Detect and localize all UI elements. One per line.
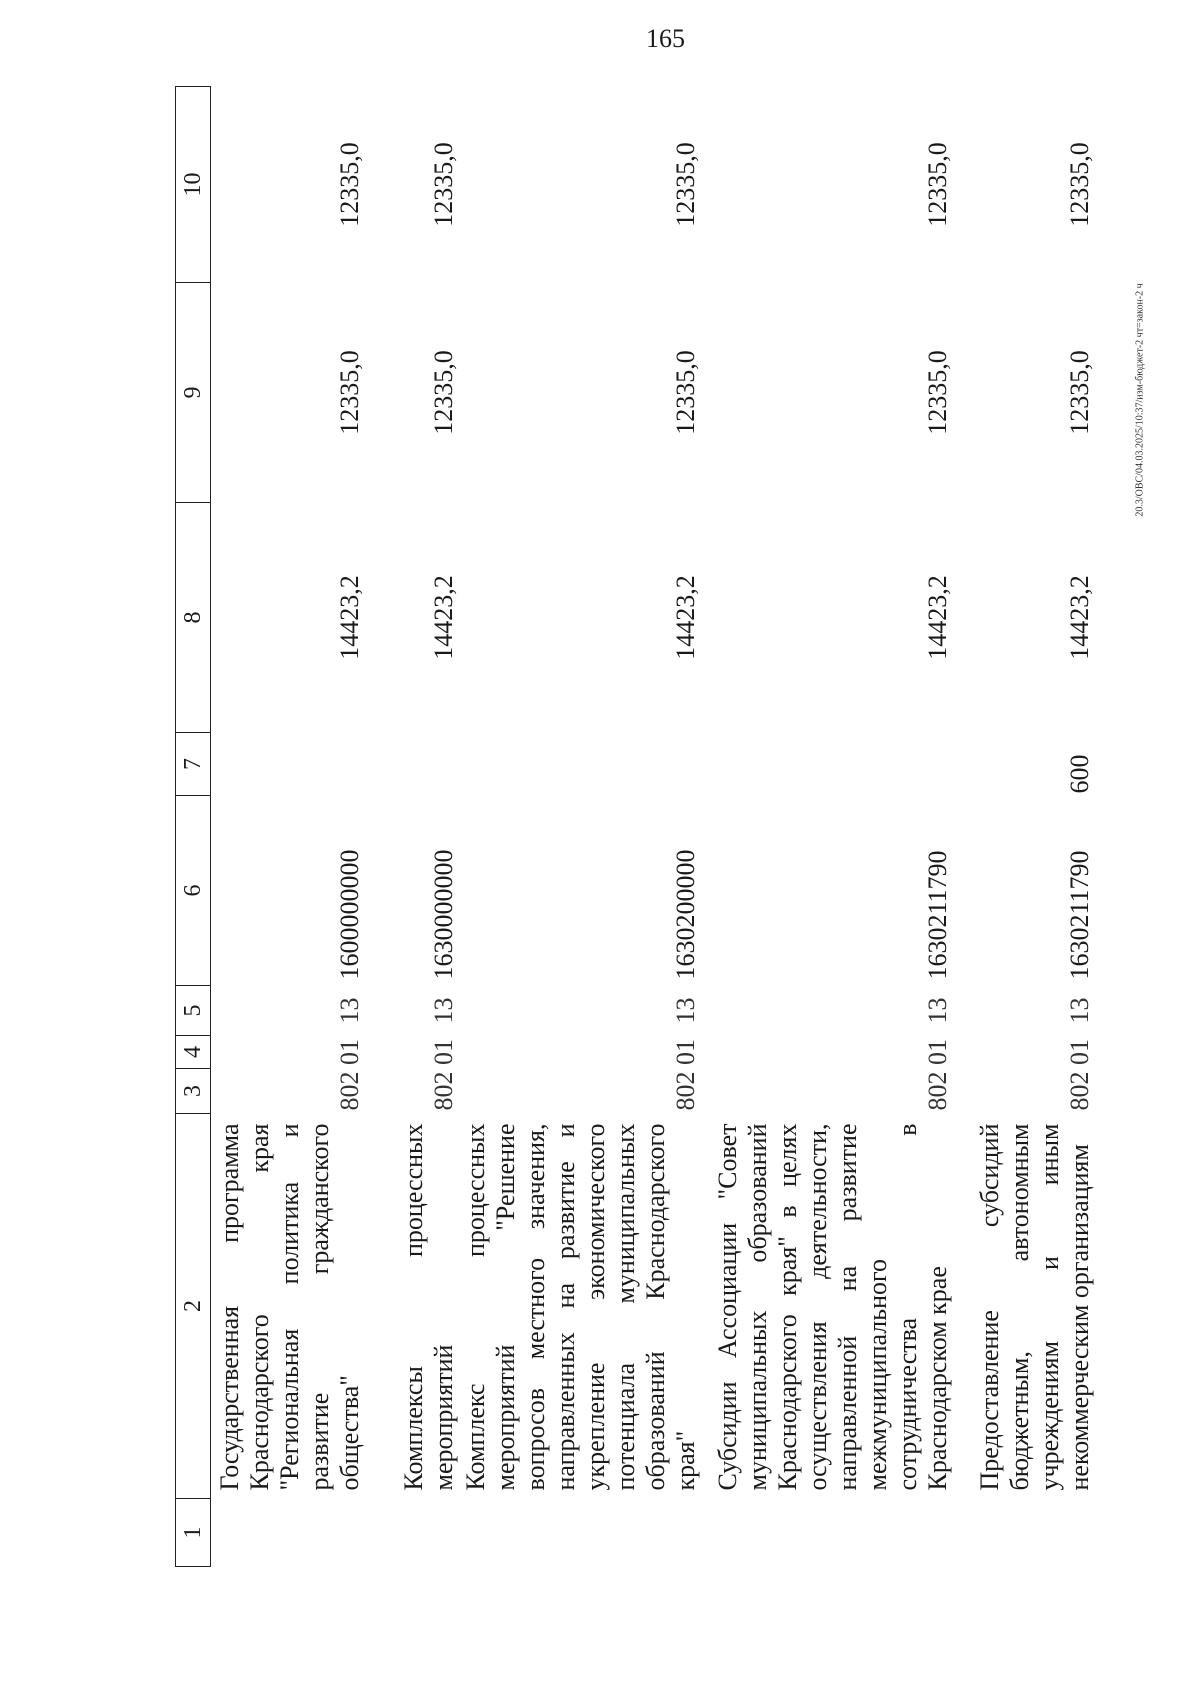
csr-code: 1630211790 bbox=[1065, 850, 1094, 980]
header-col-9: 9 bbox=[176, 283, 211, 503]
ved-code: 802 bbox=[335, 1071, 364, 1111]
rz-code: 01 bbox=[923, 1039, 952, 1065]
csr-code: 1600000000 bbox=[335, 849, 364, 980]
ved-code: 802 bbox=[923, 1071, 952, 1111]
header-col-8: 8 bbox=[176, 503, 211, 733]
amount-col-8: 14423,2 bbox=[671, 575, 700, 660]
pr-code: 13 bbox=[429, 997, 458, 1024]
header-col-6: 6 bbox=[176, 796, 211, 986]
header-col-4: 4 bbox=[176, 1036, 211, 1069]
vr-code bbox=[365, 733, 459, 796]
ved-code: 802 bbox=[1065, 1071, 1094, 1111]
table-row bbox=[953, 87, 1095, 1567]
row-name: Комплекс процессных мероприятий "Решение вопросов местного значения, направленных на развитие и укрепление экономического потенциала муниципальных образований Краснодарского края" bbox=[461, 1123, 700, 1491]
vr-code bbox=[459, 733, 701, 796]
pr-code: 13 bbox=[335, 997, 364, 1024]
row-name: Субсидии Ассоциации "Совет муниципальных образований Краснодарского края" в целях осуществления деятельности, направленной на развитие межмуниципального сотрудничества в Краснодарском крае bbox=[713, 1123, 952, 1491]
amount-col-8: 14423,2 bbox=[1065, 575, 1094, 660]
csr-code: 1630211790 bbox=[923, 850, 952, 980]
amount-col-10: 12335,0 bbox=[923, 142, 952, 227]
amount-col-10: 12335,0 bbox=[671, 142, 700, 227]
pr-code: 13 bbox=[671, 997, 700, 1024]
row-index-cell bbox=[459, 1499, 701, 1567]
amount-col-10: 12335,0 bbox=[1065, 142, 1094, 227]
table-row bbox=[211, 87, 366, 1567]
header-col-1: 1 bbox=[176, 1499, 211, 1567]
budget-table bbox=[175, 86, 1095, 1567]
amount-col-8: 14423,2 bbox=[335, 575, 364, 660]
rz-code: 01 bbox=[1065, 1039, 1094, 1065]
pr-code: 13 bbox=[923, 997, 952, 1024]
row-name: Государственная программа Краснодарского края "Региональная политика и развитие гражданского общества" bbox=[215, 1123, 364, 1491]
amount-col-10: 12335,0 bbox=[335, 142, 364, 227]
row-index-cell bbox=[701, 1499, 953, 1567]
footer-code-text: 20.3/ОВС/04.03.2025/10:37/изм-бюджет-2 чт=закон-2 ч bbox=[1134, 283, 1146, 517]
vr-code: 600 bbox=[1065, 754, 1094, 794]
amount-col-9: 12335,0 bbox=[671, 350, 700, 435]
page-number: 165 bbox=[646, 24, 685, 53]
pr-code: 13 bbox=[1065, 997, 1094, 1024]
csr-code: 1630200000 bbox=[671, 849, 700, 980]
header-col-10: 10 bbox=[176, 87, 211, 283]
header-col-5: 5 bbox=[176, 986, 211, 1036]
budget-table-rotated bbox=[175, 87, 1175, 1567]
row-name: Предоставление субсидий бюджетным, автономным учреждениям и иным некоммерческим организациям bbox=[975, 1123, 1094, 1491]
row-index-cell bbox=[365, 1499, 459, 1567]
amount-col-8: 14423,2 bbox=[923, 575, 952, 660]
amount-col-8: 14423,2 bbox=[429, 575, 458, 660]
header-col-7: 7 bbox=[176, 733, 211, 796]
ved-code: 802 bbox=[429, 1071, 458, 1111]
amount-col-10: 12335,0 bbox=[429, 142, 458, 227]
rz-code: 01 bbox=[429, 1039, 458, 1065]
rz-code: 01 bbox=[671, 1039, 700, 1065]
row-index-cell bbox=[953, 1499, 1095, 1567]
amount-col-9: 12335,0 bbox=[429, 350, 458, 435]
amount-col-9: 12335,0 bbox=[923, 350, 952, 435]
csr-code: 1630000000 bbox=[429, 849, 458, 980]
ved-code: 802 bbox=[671, 1071, 700, 1111]
rz-code: 01 bbox=[335, 1039, 364, 1065]
vr-code bbox=[211, 733, 366, 796]
amount-col-9: 12335,0 bbox=[335, 350, 364, 435]
header-col-2: 2 bbox=[176, 1114, 211, 1499]
header-col-3: 3 bbox=[176, 1069, 211, 1114]
table-row bbox=[459, 87, 701, 1567]
table-header-row bbox=[176, 87, 211, 1567]
table-row bbox=[701, 87, 953, 1567]
row-name: Комплексы процессных мероприятий bbox=[399, 1123, 458, 1491]
table-row bbox=[365, 87, 459, 1567]
vr-code bbox=[701, 733, 953, 796]
amount-col-9: 12335,0 bbox=[1065, 350, 1094, 435]
row-index-cell bbox=[211, 1499, 366, 1567]
